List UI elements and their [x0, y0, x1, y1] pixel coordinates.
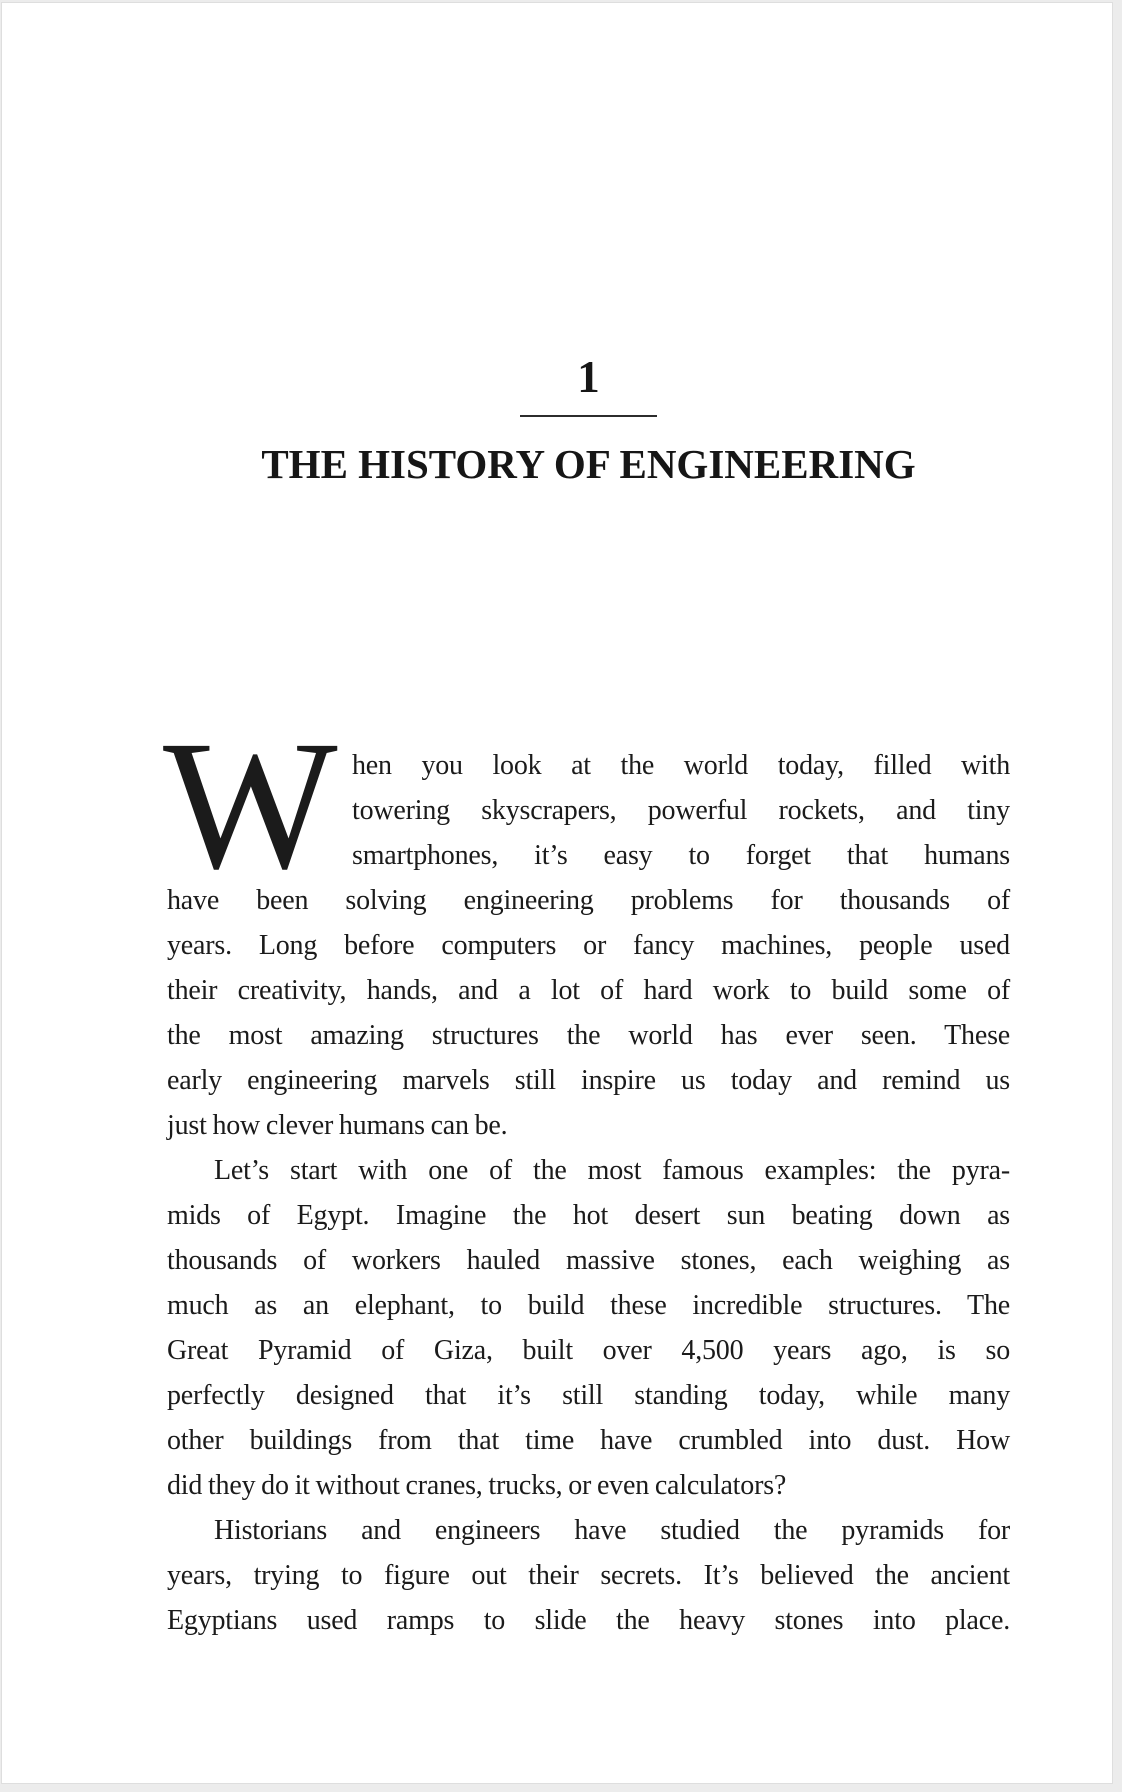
text-line: Great Pyramid of Giza, built over 4,500 years ago, is so	[167, 1335, 1010, 1366]
text-line: Egyptians used ramps to slide the heavy stones into place.	[167, 1605, 1010, 1636]
text-line: smartphones, it’s easy to forget that humans	[352, 840, 1010, 871]
text-line: years, trying to figure out their secrets. It’s believed the ancient	[167, 1560, 1010, 1591]
text-line: towering skyscrapers, powerful rockets, and tiny	[352, 795, 1010, 826]
text-line: mids of Egypt. Imagine the hot desert sun beating down as	[167, 1200, 1010, 1231]
book-page	[2, 3, 1112, 1783]
chapter-title: THE HISTORY OF ENGINEERING	[261, 441, 916, 487]
text-line: Let’s start with one of the most famous examples: the pyra-	[214, 1155, 1010, 1186]
drop-cap-letter: W	[163, 703, 338, 908]
chapter-number: 1	[577, 352, 600, 402]
text-line: did they do it without cranes, trucks, or even calculators?	[167, 1470, 787, 1501]
text-line: thousands of workers hauled massive stones, each weighing as	[167, 1245, 1010, 1276]
text-line: much as an elephant, to build these incredible structures. The	[167, 1290, 1010, 1321]
chapter-divider-rule	[520, 415, 657, 417]
text-line: years. Long before computers or fancy machines, people used	[167, 930, 1010, 961]
text-line: early engineering marvels still inspire us today and remind us	[167, 1065, 1010, 1096]
body-text	[163, 703, 1010, 1643]
text-line: the most amazing structures the world has ever seen. These	[167, 1020, 1010, 1051]
text-line: their creativity, hands, and a lot of hard work to build some of	[167, 975, 1010, 1006]
text-line: Historians and engineers have studied the pyramids for	[214, 1515, 1010, 1546]
text-line: just how clever humans can be.	[167, 1110, 508, 1141]
text-line: other buildings from that time have crumbled into dust. How	[167, 1425, 1010, 1456]
text-line: hen you look at the world today, filled with	[352, 750, 1010, 781]
text-line: perfectly designed that it’s still standing today, while many	[167, 1380, 1010, 1411]
text-line: have been solving engineering problems for thousands of	[167, 885, 1010, 916]
